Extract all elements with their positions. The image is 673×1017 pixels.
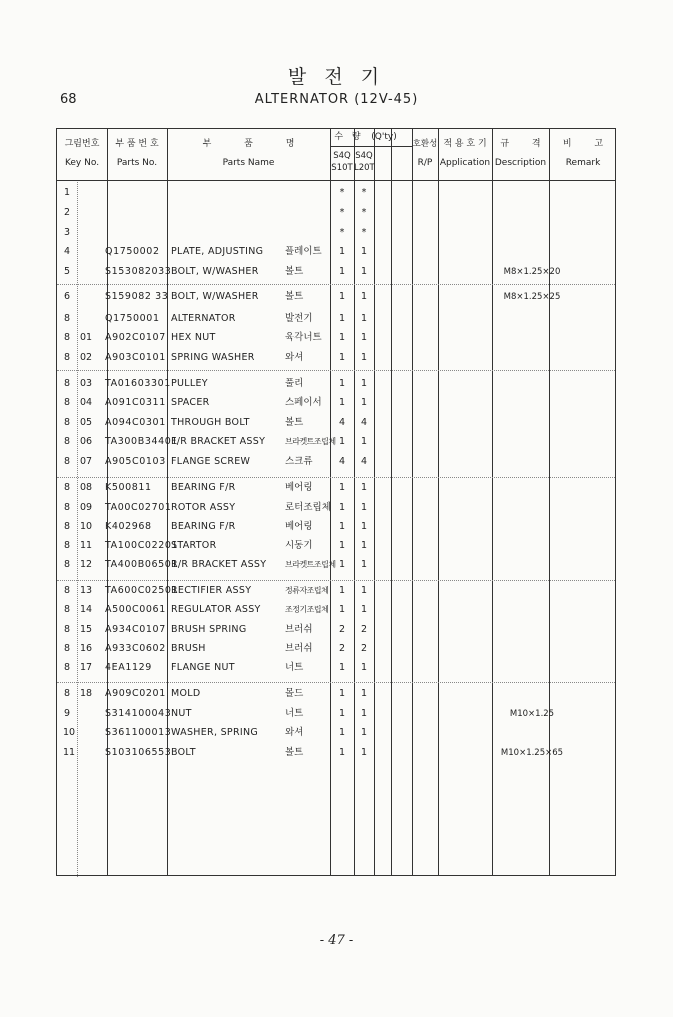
key-sub-no: 02 (79, 352, 93, 363)
header-qty-col1-line2: S10T (331, 163, 353, 173)
part-number: A500C0061 (105, 604, 166, 615)
part-name-ko: 와셔 (285, 352, 304, 363)
part-name-ko: 너트 (285, 708, 304, 719)
description: M10×1.25 (509, 709, 555, 719)
part-name-en: SPACER (171, 397, 210, 408)
description: M8×1.25×25 (503, 292, 561, 302)
qty-s10t: 1 (338, 291, 346, 302)
part-number: Q1750002 (105, 246, 160, 257)
part-name-en: R/R BRACKET ASSY (171, 559, 267, 570)
key-no: 9 (63, 708, 71, 719)
part-name-ko: 브라켓트조립체 (285, 437, 336, 446)
part-number: A909C0201 (105, 688, 166, 699)
qty-s10t: 1 (338, 662, 346, 673)
header-parts-no-ko: 부 품 번 호 (115, 139, 159, 149)
key-sub-no: 01 (79, 332, 93, 343)
header-description-en: Description (494, 158, 547, 168)
part-name-ko: 볼트 (285, 291, 304, 302)
key-sub-no: 11 (79, 540, 93, 551)
part-name-en: RECTIFIER ASSY (171, 585, 252, 596)
part-name-ko: 너트 (285, 662, 304, 673)
qty-l20t: 1 (360, 266, 368, 277)
part-number: TA300B34401 (105, 436, 179, 447)
part-name-ko: 브러쉬 (285, 624, 313, 635)
part-number: K402968 (105, 521, 152, 532)
key-sub-no: 15 (79, 624, 93, 635)
key-sub-no: 10 (79, 521, 93, 532)
qty-s10t: 2 (338, 624, 346, 635)
part-number: TA100C02201 (105, 540, 179, 551)
key-no: 2 (63, 207, 71, 218)
part-number: A902C0107 (105, 332, 166, 343)
key-no: 3 (63, 227, 71, 238)
header-rp-en: R/P (417, 158, 433, 168)
key-no: 6 (63, 291, 71, 302)
header-parts-name-en: Parts Name (222, 158, 275, 168)
key-no: 8 (63, 585, 71, 596)
part-name-ko: 플레이트 (285, 246, 322, 257)
part-name-ko: 스페이서 (285, 397, 322, 408)
column-divider (391, 129, 392, 875)
page-title-korean: 발 전 기 (287, 66, 386, 88)
part-number: Q1750001 (105, 313, 160, 324)
qty-s10t: 4 (338, 417, 346, 428)
qty-s10t: 4 (338, 456, 346, 467)
part-name-en: MOLD (171, 688, 201, 699)
qty-s10t: 1 (338, 559, 346, 570)
part-number: 4EA1129 (105, 662, 152, 673)
key-no: 11 (63, 747, 76, 758)
column-divider (549, 129, 550, 875)
part-number: A091C0311 (105, 397, 166, 408)
part-number: S314100043 (105, 708, 172, 719)
part-name-ko: 로터조립체 (285, 502, 331, 513)
page-title-english: ALTERNATOR (12V-45) (254, 92, 419, 107)
qty-s10t: 1 (338, 708, 346, 719)
part-number: A933C0602 (105, 643, 166, 654)
qty-s10t: 1 (338, 727, 346, 738)
qty-s10t: * (339, 207, 345, 218)
qty-l20t: 1 (360, 482, 368, 493)
qty-s10t: 1 (338, 604, 346, 615)
column-divider (412, 129, 413, 875)
qty-s10t: 1 (338, 585, 346, 596)
part-name-ko: 스크류 (285, 456, 313, 467)
part-name-ko: 풀리 (285, 378, 304, 389)
qty-s10t: 1 (338, 540, 346, 551)
key-sub-no: 07 (79, 456, 93, 467)
qty-l20t: 1 (360, 540, 368, 551)
header-description-ko: 규 격 (500, 139, 541, 149)
qty-l20t: * (361, 227, 367, 238)
part-name-ko: 조정기조립체 (285, 605, 329, 614)
header-key-no-ko: 그림번호 (64, 139, 100, 149)
header-qty-col2-line2: L20T (354, 163, 375, 173)
key-sub-no: 14 (79, 604, 93, 615)
key-no: 1 (63, 187, 71, 198)
header-qty-ko: 수 량 (334, 132, 364, 142)
parts-table (56, 128, 616, 876)
qty-l20t: 1 (360, 397, 368, 408)
description: M10×1.25×65 (500, 748, 564, 758)
part-name-en: BEARING F/R (171, 521, 236, 532)
key-no: 8 (63, 332, 71, 343)
qty-l20t: 4 (360, 456, 368, 467)
part-name-en: BOLT, W/WASHER (171, 291, 259, 302)
key-no: 8 (63, 521, 71, 532)
part-name-en: NUT (171, 708, 192, 719)
qty-header-divider (330, 146, 412, 147)
header-rp-ko: 호환성 (412, 139, 438, 149)
key-no: 8 (63, 540, 71, 551)
part-name-en: STARTOR (171, 540, 217, 551)
header-qty-col1-line1: S4Q (333, 151, 351, 161)
group-divider (57, 370, 615, 371)
part-name-en: SPRING WASHER (171, 352, 255, 363)
part-name-ko: 브러쉬 (285, 643, 313, 654)
key-sub-no: 09 (79, 502, 93, 513)
part-name-en: ALTERNATOR (171, 313, 236, 324)
part-number: A903C0101 (105, 352, 166, 363)
header-qty-en: (Q'ty) (371, 132, 397, 142)
qty-l20t: 1 (360, 291, 368, 302)
part-name-ko: 베어링 (285, 482, 313, 493)
key-no: 10 (63, 727, 76, 738)
part-name-ko: 브라켓트조립체 (285, 560, 336, 569)
part-name-ko: 시동기 (285, 540, 313, 551)
key-no: 8 (63, 482, 71, 493)
key-sub-no: 18 (79, 688, 93, 699)
header-bottom-rule (57, 180, 615, 181)
key-no: 8 (63, 502, 71, 513)
key-sub-no: 08 (79, 482, 93, 493)
header-parts-no-en: Parts No. (116, 158, 158, 168)
qty-l20t: 1 (360, 747, 368, 758)
key-sub-no: 04 (79, 397, 93, 408)
part-name-en: BOLT, W/WASHER (171, 266, 259, 277)
key-no: 8 (63, 643, 71, 654)
group-divider (57, 580, 615, 581)
part-name-en: F/R BRACKET ASSY (171, 436, 266, 447)
key-no: 8 (63, 604, 71, 615)
qty-l20t: * (361, 207, 367, 218)
column-divider (492, 129, 493, 875)
part-name-en: WASHER, SPRING (171, 727, 259, 738)
part-name-en: HEX NUT (171, 332, 216, 343)
qty-s10t: 1 (338, 502, 346, 513)
qty-l20t: 1 (360, 559, 368, 570)
part-name-en: PLATE, ADJUSTING (171, 246, 264, 257)
qty-l20t: 1 (360, 688, 368, 699)
qty-l20t: 1 (360, 708, 368, 719)
key-no: 8 (63, 436, 71, 447)
description: M8×1.25×20 (503, 267, 561, 277)
qty-l20t: 1 (360, 313, 368, 324)
qty-l20t: 2 (360, 624, 368, 635)
part-name-ko: 정류자조립체 (285, 586, 329, 595)
qty-l20t: 1 (360, 585, 368, 596)
key-no: 8 (63, 313, 71, 324)
header-remark-ko: 비 고 (562, 139, 604, 149)
part-name-en: FLANGE SCREW (171, 456, 251, 467)
group-divider (57, 682, 615, 683)
key-sub-no: 17 (79, 662, 93, 673)
part-name-en: BRUSH SPRING (171, 624, 247, 635)
key-no: 8 (63, 624, 71, 635)
qty-l20t: 1 (360, 727, 368, 738)
qty-l20t: 1 (360, 332, 368, 343)
qty-l20t: 1 (360, 521, 368, 532)
header-key-no-en: Key No. (64, 158, 100, 168)
page-number: 68 (60, 92, 77, 107)
qty-s10t: 1 (338, 747, 346, 758)
part-number: TA00C02701 (105, 502, 172, 513)
header-remark-en: Remark (565, 158, 601, 168)
key-sub-no: 13 (79, 585, 93, 596)
header-parts-name-ko: 부 품 명 (202, 139, 295, 149)
key-no: 5 (63, 266, 71, 277)
part-number: TA01603301 (105, 378, 171, 389)
key-sub-no: 16 (79, 643, 93, 654)
group-divider (57, 284, 615, 285)
qty-l20t: 1 (360, 662, 368, 673)
column-divider (374, 129, 375, 875)
part-name-en: ROTOR ASSY (171, 502, 236, 513)
part-name-en: REGULATOR ASSY (171, 604, 261, 615)
key-no: 8 (63, 378, 71, 389)
part-name-en: BOLT (171, 747, 196, 758)
part-number: S103106553 (105, 747, 172, 758)
qty-l20t: 1 (360, 502, 368, 513)
group-divider (57, 477, 615, 478)
part-number: K500811 (105, 482, 152, 493)
key-no: 8 (63, 559, 71, 570)
qty-l20t: 1 (360, 378, 368, 389)
qty-l20t: 1 (360, 352, 368, 363)
key-no: 4 (63, 246, 71, 257)
qty-l20t: 1 (360, 436, 368, 447)
part-number: A094C0301 (105, 417, 166, 428)
qty-s10t: 1 (338, 378, 346, 389)
part-number: S159082 33 (105, 291, 169, 302)
header-application-ko: 적 용 호 기 (443, 139, 487, 149)
part-name-ko: 볼트 (285, 417, 304, 428)
key-no: 8 (63, 417, 71, 428)
key-no: 8 (63, 352, 71, 363)
qty-l20t: 1 (360, 246, 368, 257)
qty-s10t: * (339, 187, 345, 198)
part-number: S153082033 (105, 266, 172, 277)
part-number: TA400B06501 (105, 559, 179, 570)
qty-s10t: 2 (338, 643, 346, 654)
part-name-ko: 육각너트 (285, 332, 322, 343)
key-sub-no: 06 (79, 436, 93, 447)
column-divider (438, 129, 439, 875)
qty-s10t: 1 (338, 352, 346, 363)
qty-s10t: 1 (338, 246, 346, 257)
qty-s10t: * (339, 227, 345, 238)
key-no: 8 (63, 456, 71, 467)
qty-s10t: 1 (338, 266, 346, 277)
part-name-ko: 베어링 (285, 521, 313, 532)
part-number: S361100013 (105, 727, 172, 738)
qty-s10t: 1 (338, 521, 346, 532)
qty-s10t: 1 (338, 332, 346, 343)
qty-s10t: 1 (338, 688, 346, 699)
part-number: A905C0103 (105, 456, 166, 467)
qty-l20t: * (361, 187, 367, 198)
page-footer: - 47 - (319, 933, 354, 948)
part-number: A934C0107 (105, 624, 166, 635)
part-name-ko: 볼트 (285, 747, 304, 758)
qty-l20t: 1 (360, 604, 368, 615)
qty-l20t: 2 (360, 643, 368, 654)
qty-s10t: 1 (338, 313, 346, 324)
part-name-ko: 와셔 (285, 727, 304, 738)
qty-s10t: 1 (338, 482, 346, 493)
key-sub-no: 03 (79, 378, 93, 389)
header-qty-col2-line1: S4Q (355, 151, 373, 161)
key-sub-no: 12 (79, 559, 93, 570)
qty-s10t: 1 (338, 436, 346, 447)
qty-l20t: 4 (360, 417, 368, 428)
part-name-ko: 몰드 (285, 688, 304, 699)
part-name-ko: 볼트 (285, 266, 304, 277)
qty-s10t: 1 (338, 397, 346, 408)
part-name-ko: 발전기 (285, 313, 313, 324)
part-name-en: PULLEY (171, 378, 208, 389)
key-no: 8 (63, 397, 71, 408)
part-number: TA600C02501 (105, 585, 179, 596)
key-sub-no: 05 (79, 417, 93, 428)
key-no: 8 (63, 662, 71, 673)
part-name-en: THROUGH BOLT (171, 417, 250, 428)
part-name-en: FLANGE NUT (171, 662, 235, 673)
part-name-en: BEARING F/R (171, 482, 236, 493)
header-application-en: Application (439, 158, 491, 168)
key-no: 8 (63, 688, 71, 699)
part-name-en: BRUSH (171, 643, 206, 654)
